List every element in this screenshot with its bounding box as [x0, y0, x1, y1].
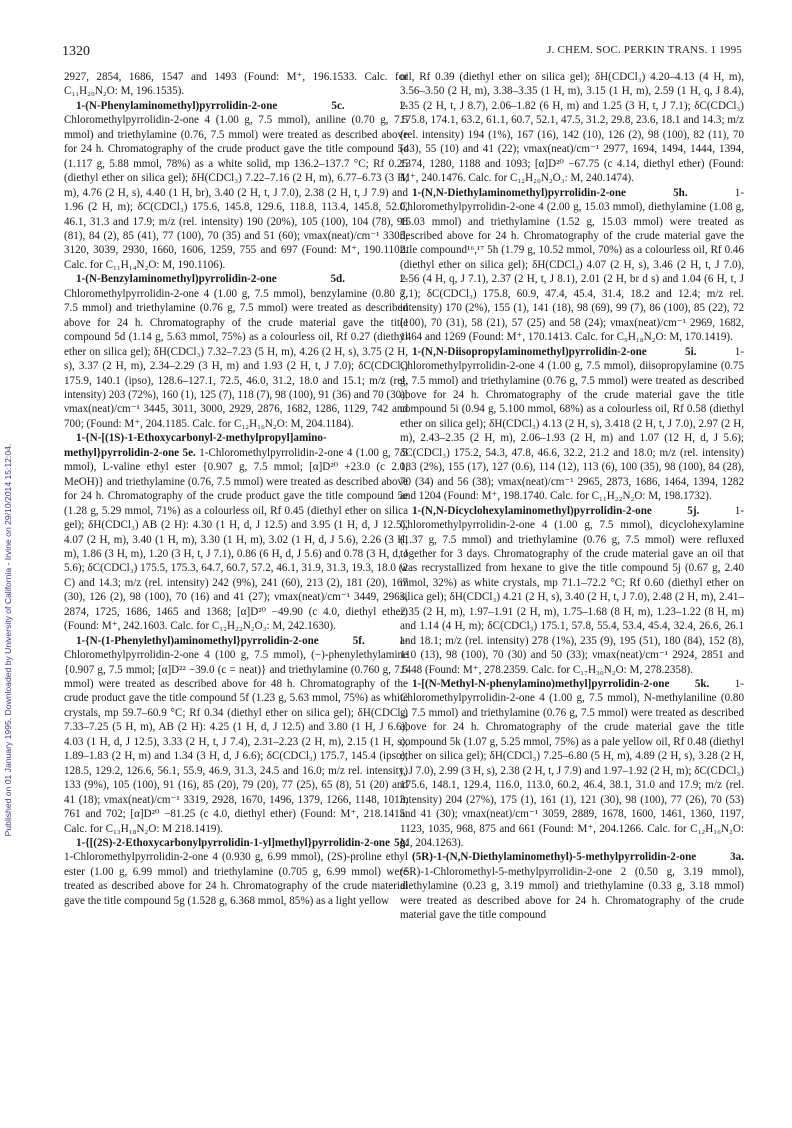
compound-title-5c: 1-(N-Phenylaminomethyl)pyrrolidin-2-one 5c.: [76, 99, 345, 112]
paragraph-5i: [400, 345, 744, 504]
page-number: 1320: [62, 44, 90, 59]
watermark-text: Published on 01 January 1995. Downloaded by University of California - Irvine on 29/10/2014 15:12:04.: [3, 443, 13, 837]
compound-title-5d: 1-(N-Benzylaminomethyl)pyrrolidin-2-one 5d.: [76, 273, 345, 286]
compound-title-5i: 1-(N,N-Diisopropylaminomethyl)pyrrolidin-2-one 5i.: [412, 345, 697, 358]
compound-title-5e: 1-{N-[(1S)-1-Ethoxycarbonyl-2-methylpropyl]amino-methyl}pyrrolidin-2-one 5e.: [64, 432, 327, 459]
procedure-5i: 1-Chloromethylpyrrolidin-2-one 4 (1.00 g, 7.5 mmol), diisopropylamine (0.75 g, 7.5 mmol) and triethylamine (0.76 g, 7.5 mmol) were treated as described above for 24 h. Chromatography of the crude material gave the title compound 5i (0.94 g, 5.100 mmol, 68%) as a colourless oil, Rf 0.58 (diethyl ether on silica gel); δH(CDCl₃) 4.13 (2 H, s), 3.418 (2 H, t, J 7.0), 2.97 (2 H, m), 2.43–2.35 (2 H, m), 2.06–1.93 (2 H, m) and 1.07 (12 H, d, J 5.6); δC(CDCl₃) 175.2, 54.3, 47.8, 46.6, 32.2, 21.2 and 18.0; m/z (rel. intensity) 183 (2%), 155 (17), 127 (0.6), 114 (12), 113 (6), 100 (35), 98 (100), 84 (28), 70 (34) and 56 (38); νmax(neat)/cm⁻¹ 2965, 2873, 1686, 1464, 1394, 1282 and 1204 (Found: M⁺, 198.1740. Calc. for C₁₁H₂₂N₂O: M, 198.1732).: [400, 345, 744, 503]
procedure-5d: 1-Chloromethylpyrrolidin-2-one 4 (1.00 g, 7.5 mmol), benzylamine (0.80 g, 7.5 mmol) and triethylamine (0.76 g, 7.5 mmol) were treated as described above for 24 h. Chromatography of the crude material gave the title compound 5d (1.14 g, 5.63 mmol, 75%) as a colourless oil, Rf 0.27 (diethyl ether on silica gel); δH(CDCl₃) 7.32–7.23 (5 H, m), 4.26 (2 H, s), 3.75 (2 H, s), 3.37 (2 H, m), 2.34–2.29 (3 H, m) and 1.93 (2 H, t, J 7.0); δC(CDCl₃) 175.9, 140.1 (ipso), 128.6–127.1, 72.5, 46.0, 31.2, 18.0 and 15.1; m/z (rel. intensity) 203 (72%), 160 (1), 125 (7), 118 (7), 98 (100), 91 (36) and 70 (30); νmax(neat)/cm⁻¹ 3445, 3011, 3000, 2929, 2876, 1682, 1286, 1129, 742 and 700; (Found: M⁺, 204.1185. Calc. for C₁₂H₁₆N₂O: M, 204.1184).: [64, 273, 409, 430]
procedure-3a: (5R)-1-Chloromethyl-5-methylpyrrolidin-2-one 2 (0.50 g, 3.19 mmol), diethylamine (0.23 g, 3.19 mmol) and triethylamine (0.33 g, 3.18 mmol) were treated as described above for 24 h. Chromatography of the crude material gave the title compound: [400, 865, 744, 922]
procedure-5g: 1-Chloromethylpyrrolidin-2-one 4 (0.930 g, 6.99 mmol), (2S)-proline ethyl ester (1.00 g, 6.99 mmol) and triethylamine (0.705 g, 6.99 mmol) were treated as described above for 24 h. Chromatography of the crude material gave the title compound 5g (1.528 g, 6.368 mmol, 85%) as a light yellow: [64, 851, 408, 907]
paragraph-5f: [64, 634, 408, 836]
procedure-5j: 1-Chloromethylpyrrolidin-2-one 4 (1.00 g, 7.5 mmol), dicyclohexylamine (1.37 g, 7.5 mmol) and triethylamine (0.76 g, 7.5 mmol) were refluxed together for 3 days. Chromatography of the crude material gave an oil that was recrystallized from hexane to give the title compound 5j (0.67 g, 2.40 mmol, 32%) as white crystals, mp 71.1–72.2 °C; Rf 0.60 (diethyl ether on silica gel); δH(CDCl₃) 4.21 (2 H, s), 3.40 (2 H, t, J 7.0), 2.48 (2 H, m), 2.41–2.35 (2 H, m), 1.97–1.91 (2 H, m), 1.75–1.68 (8 H, m), 1.23–1.22 (8 H, m) and 1.14 (4 H, m); δC(CDCl₃) 175.1, 57.8, 55.4, 53.4, 45.4, 32.4, 26.6, 26.1 and 18.1; m/z (rel. intensity) 278 (1%), 235 (9), 195 (51), 180 (84), 152 (8), 110 (13), 98 (100), 70 (30) and 50 (33); νmax(neat)/cm⁻¹ 2924, 2851 and 1448 (Found: M⁺, 278.2359. Calc. for C₁₇H₃₀N₂O: M, 278.2358).: [400, 504, 744, 676]
continued-paragraph-5g: oil, Rf 0.39 (diethyl ether on silica gel); δH(CDCl₃) 4.20–4.13 (4 H, m), 3.56–3.50 (2 H, m), 3.38–3.35 (1 H, m), 3.15 (1 H, m), 2.59 (1 H, q, J 8.4), 2.35 (2 H, t, J 8.7), 2.06–1.82 (6 H, m) and 1.25 (3 H, t, J 7.1); δC(CDCl₃) 175.8, 174.1, 63.2, 61.1, 60.7, 52.1, 47.5, 31.2, 29.8, 23.6, 18.1 and 14.3; m/z (rel. intensity) 194 (1%), 167 (16), 142 (10), 126 (2), 98 (100), 82 (11), 70 (43), 55 (10) and 41 (22); νmax(neat)/cm⁻¹ 2977, 1694, 1494, 1444, 1394, 1374, 1280, 1188 and 1093; [α]D²⁰ −67.75 (c 4.14, diethyl ether) (Found: M⁺, 240.1476. Calc. for C₁₂H₂₀N₂O₃: M, 240.1474).: [400, 71, 744, 185]
procedure-5e: 1-Chloromethylpyrrolidin-2-one 4 (1.00 g, 7.5 mmol), L-valine ethyl ester {0.907 g, 7.5 mmol; [α]D²⁰ +23.0 (c 2.0, MeOH)} and triethylamine (0.76, 7.5 mmol) were treated as described above for 24 h. Chromatography of the crude product gave the title compound 5e (1.28 g, 5.29 mmol, 71%) as a colourless oil, Rf 0.45 (diethyl ether on silica gel); δH(CDCl₃) AB (2 H): 4.30 (1 H, d, J 12.5) and 3.95 (1 H, d, J 12.5), 4.07 (2 H, m), 3.40 (1 H, m), 3.30 (1 H, m), 3.02 (1 H, d, J 5.6), 2.26 (3 H, m), 1.86 (3 H, m), 1.20 (3 H, t, J 7.1), 0.86 (6 H, d, J 5.6) and 0.78 (3 H, d, J 5.6); δC(CDCl₃) 175.5, 175.3, 64.7, 60.7, 57.2, 46.1, 31.9, 31.3, 19.3, 18.0 (2 C) and 14.3; m/z (rel. intensity) 242 (9%), 241 (60), 213 (2), 181 (20), 167 (30), 126 (2), 98 (100), 70 (16) and 41 (27); νmax(neat)/cm⁻¹ 3449, 2963, 2874, 1725, 1686, 1465 and 1368; [α]D²⁰ −49.90 (c 4.0, diethyl ether) (Found: M⁺, 242.1603. Calc. for C₁₂H₂₂N₂O₃: M, 242.1630).: [64, 446, 409, 633]
paragraph-5j: [400, 504, 744, 677]
procedure-5f: 1-Chloromethylpyrrolidin-2-one 4 (100 g, 7.5 mmol), (−)-phenylethylamine {0.907 g, 7.5 mmol; [α]D²² −39.0 (c = neat)} and triethylamine (0.760 g, 7.5 mmol) were treated as described above for 48 h. Chromatography of the crude product gave the title compound 5f (1.23 g, 5.63 mmol, 75%) as white crystals, mp 59.7–60.9 °C; Rf 0.34 (diethyl ether on silica gel); δH(CDCl₃) 7.33–7.25 (5 H, m), AB (2 H): 4.25 (1 H, d, J 12.5) and 3.80 (1 H, J 6.6), 4.03 (1 H, d, J 12.5), 3.33 (2 H, t, J 7.4), 2.31–2.23 (2 H, m), 2.15 (1 H, s), 1.89–1.83 (2 H, m) and 1.34 (3 H, d, J 6.6); δC(CDCl₃) 175.7, 145.4 (ipso), 128.5, 129.2, 126.6, 56.1, 55.9, 46.9, 31.3, 24.5 and 16.0; m/z rel. intensity) 133 (9%), 105 (100), 91 (16), 85 (20), 79 (20), 77 (25), 65 (8), 51 (20) and 41 (18); νmax(neat)/cm⁻¹ 3319, 2928, 1670, 1496, 1379, 1266, 1148, 1013, 761 and 702; [α]D²⁰ −81.25 (c 4.0, diethyl ether) (Found: M⁺, 218.1415. Calc. for C₁₃H₁₈N₂O: M 218.1419).: [64, 634, 408, 835]
right-column: [400, 70, 744, 923]
paragraph-5d: [64, 272, 408, 431]
compound-title-5j: 1-(N,N-Dicyclohexylaminomethyl)pyrrolidin-2-one 5j.: [412, 504, 700, 517]
paragraph-3a: [400, 850, 744, 922]
paragraph-5h: [400, 186, 744, 345]
paragraph-5e: [64, 431, 408, 633]
left-column: [64, 70, 408, 908]
paragraph-5c: [64, 99, 408, 272]
compound-title-5h: 1-(N,N-Diethylaminomethyl)pyrrolidin-2-one 5h.: [412, 186, 688, 199]
compound-title-5f: 1-{N-(1-Phenylethyl)aminomethyl}pyrrolidin-2-one 5f.: [76, 634, 365, 647]
procedure-5h: 1-Chloromethylpyrrolidin-2-one 4 (2.00 g, 15.03 mmol), diethylamine (1.08 g, 15.03 mmol) and triethylamine (1.52 g, 15.03 mmol) were treated as described above for 24 h. Chromatography of the crude material gave the title compound¹⁶,¹⁷ 5h (1.79 g, 10.52 mmol, 70%) as a colourless oil, Rf 0.46 (diethyl ether on silica gel); δH(CDCl₃) 4.07 (2 H, s), 3.46 (2 H, t, J 7.0), 2.56 (4 H, q, J 7.1), 2.37 (2 H, t, J 8.1), 2.01 (2 H, br d s) and 1.04 (6 H, t, J 7.1); δC(CDCl₃) 175.8, 60.9, 47.4, 45.4, 31.4, 18.2 and 12.4; m/z rel. intensity) 170 (2%), 155 (1), 141 (18), 98 (69), 99 (7), 86 (100), 85 (22), 72 (100), 70 (31), 58 (21), 57 (25) and 58 (24); νmax(neat)/cm⁻¹ 2969, 1682, 1464 and 1269 (Found: M⁺, 170.1413. Calc. for C₉H₁₈N₂O: M, 170.1419).: [400, 186, 745, 344]
procedure-5k: 1-Chloromethylpyrrolidin-2-one 4 (1.00 g, 7.5 mmol), N-methylaniline (0.80 g, 7.5 mmol) and triethylamine (0.76 g, 7.5 mmol) were treated as described above for 24 h. Chromatography of the crude material gave the title compound 5k (1.07 g, 5.25 mmol, 75%) as a pale yellow oil, Rf 0.48 (diethyl ether on silica gel); δH(CDCl₃) 7.25–6.80 (5 H, m), 4.89 (2 H, s), 3.28 (2 H, t, J 7.0), 2.99 (3 H, s), 2.38 (2 H, t, J 7.9) and 1.97–1.92 (2 H, m); δC(CDCl₃) 175.6, 148.1, 129.4, 116.0, 113.0, 60.2, 46.4, 38.1, 31.0 and 17.9; m/z (rel. intensity) 204 (27%), 175 (1), 161 (1), 121 (30), 98 (100), 77 (26), 70 (53) and 41 (30); νmax(neat)/cm⁻¹ 3059, 2889, 1678, 1600, 1461, 1360, 1197, 1123, 1035, 968, 875 and 661 (Found: M⁺, 204.1266. Calc. for C₁₂H₁₆N₂O: M, 204.1263).: [400, 678, 744, 850]
paragraph-5g: [64, 836, 408, 908]
procedure-5c: 1-Chloromethylpyrrolidin-2-one 4 (1.00 g, 7.5 mmol), aniline (0.70 g, 7.5 mmol) and triethylamine (0.76, 7.5 mmol) were treated as described above for 24 h. Chromatography of the crude product gave the title compound 5c (1.117 g, 5.88 mmol, 78%) as a white solid, mp 136.2–137.7 °C; Rf 0.25 (diethyl ether on silica gel); δH(CDCl₃) 7.22–7.16 (2 H, m), 6.77–6.73 (3 H, m), 4.76 (2 H, s), 4.40 (1 H, br), 3.40 (2 H, t, J 7.0), 2.38 (2 H, t, J 7.9) and 1.96 (2 H, m); δC(CDCl₃) 175.6, 145.8, 129.6, 118.8, 113.4, 145.8, 52.0, 46.1, 31.3 and 17.9; m/z (rel. intensity) 190 (20%), 105 (100), 104 (78), 98 (81), 84 (2), 85 (41), 77 (100), 70 (35) and 51 (60); νmax(neat)/cm⁻¹ 3305, 3120, 3039, 2930, 1660, 1606, 1259, 755 and 697 (Found: M⁺, 190.1102. Calc. for C₁₁H₁₄N₂O: M, 190.1106).: [64, 99, 409, 271]
journal-header: J. CHEM. SOC. PERKIN TRANS. 1 1995: [547, 44, 742, 56]
compound-title-5g: 1-{[(2S)-2-Ethoxycarbonylpyrrolidin-1-yl]methyl}pyrrolidin-2-one 5g.: [76, 837, 408, 850]
paragraph-5k: [400, 677, 744, 850]
compound-title-5k: 1-[(N-Methyl-N-phenylamino)methyl]pyrrolidin-2-one 5k.: [412, 678, 710, 691]
continued-paragraph: 2927, 2854, 1686, 1547 and 1493 (Found: M⁺, 196.1533. Calc. for C₁₁H₂₀N₂O: M, 196.1535).: [64, 71, 408, 98]
compound-title-3a: (5R)-1-(N,N-Diethylaminomethyl)-5-methylpyrrolidin-2-one 3a.: [412, 851, 744, 864]
download-watermark: [0, 0, 16, 1128]
